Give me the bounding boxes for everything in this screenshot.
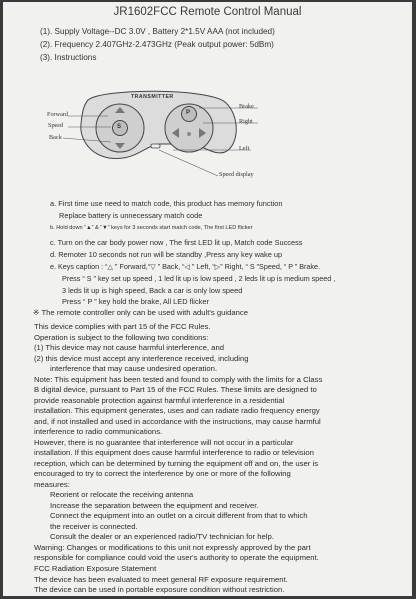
fcc-exposure: The device can be used in portable exposure condition without restriction. <box>34 585 285 594</box>
page-title: JR1602FCC Remote Control Manual <box>113 6 302 18</box>
instruction-e-brake: Press “ P ” key hold the brake, All LED flicker <box>62 297 209 306</box>
fcc-line: This device complies with part 15 of the FCC Rules. <box>34 322 211 331</box>
spec-frequency: (2). Frequency 2.407GHz-2.473GHz (Peak output power: 5dBm) <box>40 40 274 49</box>
instruction-e-leds: 3 leds lit up is high speed, Back a car is only low speed <box>62 286 243 295</box>
fcc-line: (2) this device must accept any interference received, including <box>34 353 249 363</box>
instruction-c: c. Turn on the car body power now , The first LED lit up, Match code Success <box>50 238 303 247</box>
remote-diagram <box>3 90 412 195</box>
instruction-a-note: Replace battery is unnecessary match code <box>59 211 203 220</box>
fcc-note: reception, which can be determined by turning the equipment off and on, the user is <box>34 458 319 468</box>
fcc-note: interference to radio communications. <box>34 427 163 437</box>
spec-instructions-heading: (3). Instructions <box>40 53 97 62</box>
s-button: S <box>117 124 122 130</box>
manual-sheet <box>3 2 412 596</box>
fcc-warning: Warning: Changes or modifications to this unit not expressly approved by the part <box>34 542 311 552</box>
label-right: Right <box>239 118 253 125</box>
fcc-note: Note: This equipment has been tested and found to comply with the limits for a Class <box>34 374 323 384</box>
fcc-exposure-heading: FCC Radiation Exposure Statement <box>34 564 157 573</box>
spec-voltage: (1). Supply Voltage--DC 3.0V , Battery 2*1.5V AAA (not included) <box>40 27 275 36</box>
fcc-line: interference that may cause undesired operation. <box>50 364 218 374</box>
fcc-note: installation. If this equipment does cause harmful interference to radio or television <box>34 448 314 458</box>
fcc-note: and, if not installed and used in accordance with the instructions, may cause harmful <box>34 416 321 426</box>
fcc-exposure: The device has been evaluated to meet general RF exposure requirement. <box>34 574 288 584</box>
fcc-measure: Consult the dealer or an experienced radio/TV technician for help. <box>50 532 274 542</box>
fcc-measure: Connect the equipment into an outlet on a circuit different from that to which <box>50 511 308 521</box>
fcc-note: encouraged to try to correct the interference by one or more of the following <box>34 469 291 479</box>
label-back: Back <box>49 134 62 141</box>
label-left: Left <box>239 145 250 152</box>
instruction-e: e. Keys caption : “△ ” Forward,“▽ ” Back, “◁ ” Left, “▷” Right, “ S ”Speed, “ P ” Brake. <box>50 262 321 271</box>
fcc-note: B digital device, pursuant to Part 15 of the FCC Rules. These limits are designed to <box>34 385 317 395</box>
label-forward: Forward <box>47 111 68 118</box>
fcc-line: (1) This device may not cause harmful interference, and <box>34 343 225 352</box>
fcc-note: measures: <box>34 479 70 489</box>
instruction-d: d. Remoter 10 seconds not run will be standby ,Press any key wake up <box>50 250 283 259</box>
fcc-measure: Reorient or relocate the receiving antenna <box>50 490 194 500</box>
label-speed: Speed <box>48 122 64 129</box>
instruction-e-speed: Press “ S ” key set up speed , 1 led lit up is low speed , 2 leds lit up is medium speed , <box>62 274 336 283</box>
fcc-note: However, there is no guarantee that interference will not occur in a particular <box>34 437 294 447</box>
fcc-note: provide reasonable protection against harmful interference in a residential <box>34 395 285 405</box>
fcc-warning: responsible for compliance could void the user's authority to operate the equipment. <box>34 553 319 563</box>
instruction-b: b. Hold down “▲” & “▼” keys for 3 seconds start match code, The first LED flicker <box>50 225 253 231</box>
fcc-note: installation. This equipment generates, uses and can radiate radio frequency energy <box>34 406 320 416</box>
fcc-measure: Increase the separation between the equipment and receiver. <box>50 500 259 510</box>
p-button: P <box>186 110 191 116</box>
remote-illustration <box>3 90 412 195</box>
fcc-measure: the receiver is connected. <box>50 521 138 531</box>
label-speed-display: Speed display <box>219 171 254 178</box>
instruction-a: a. First time use need to match code, this product has memory function <box>50 199 283 208</box>
brand-label: TRANSMITTER <box>131 94 174 100</box>
adult-guidance-note: ※ The remote controller only can be used with adult's guidance <box>33 308 249 317</box>
fcc-line: Operation is subject to the following two conditions: <box>34 332 209 342</box>
label-brake: Brake <box>239 103 254 110</box>
